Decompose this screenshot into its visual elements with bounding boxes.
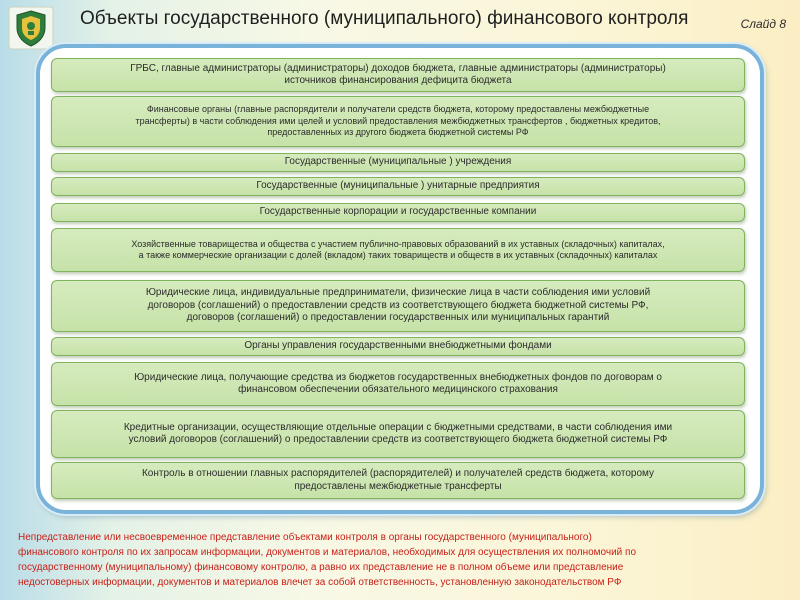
control-object-item: Юридические лица, получающие средства из бюджетов государственных внебюджетных фондов по договорам о финансовом обеспечении обязательного медицинского страхования (51, 362, 745, 406)
control-object-item: Финансовые органы (главные распорядители и получатели средств бюджета, которому предоставлены межбюджетные трансферты) в части соблюдения ими целей и условий предоставления межбюджетных трансфертов , бюджетных кредитов, предоставленных из другого бюджета бюджетной системы РФ (51, 96, 745, 147)
page-title: Объекты государственного (муниципального) финансового контроля (80, 8, 689, 29)
control-object-item: Юридические лица, индивидуальные предприниматели, физические лица в части соблюдения ими условий договоров (соглашений) о предоставлении средств из соответствующего бюджета бюджетной системы РФ, договоров (соглашений) о предоставлении государственных или муниципальных гарантий (51, 280, 745, 332)
coat-of-arms-icon (8, 6, 54, 50)
slide-number: Слайд 8 (740, 17, 786, 31)
control-object-item: Органы управления государственными внебюджетными фондами (51, 337, 745, 356)
footer-note: Непредставление или несвоевременное представление объектами контроля в органы государственного (муниципального) финансового контроля по их запросам информации, документов и материалов, необходимых для осуществления их полномочий по государственному (муниципальному) финансовому контролю, а равно их представление не в полном объеме или представление недостоверных информации, документов и материалов влечет за собой ответственность, установленную законодательством РФ (18, 532, 637, 588)
control-object-item: Государственные корпорации и государственные компании (51, 203, 745, 222)
control-object-item: ГРБС, главные администраторы (администраторы) доходов бюджета, главные администраторы (администраторы) источников финансирования дефицита бюджета (51, 58, 745, 92)
control-object-item: Государственные (муниципальные ) учреждения (51, 153, 745, 172)
control-object-item: Государственные (муниципальные ) унитарные предприятия (51, 177, 745, 196)
control-object-item: Кредитные организации, осуществляющие отдельные операции с бюджетными средствами, в части соблюдения ими условий договоров (соглашений) о предоставлении средств из соответствующего бюджета бюджетной системы РФ (51, 410, 745, 458)
control-object-item: Контроль в отношении главных распорядителей (распорядителей) и получателей средств бюджета, которому предоставлены межбюджетные трансферты (51, 462, 745, 499)
control-object-item: Хозяйственные товарищества и общества с участием публично-правовых образований в их уставных (складочных) капиталах, а также коммерческие организации с долей (вкладом) таких товариществ и обществ в их уставных (складочных) капиталах (51, 228, 745, 272)
